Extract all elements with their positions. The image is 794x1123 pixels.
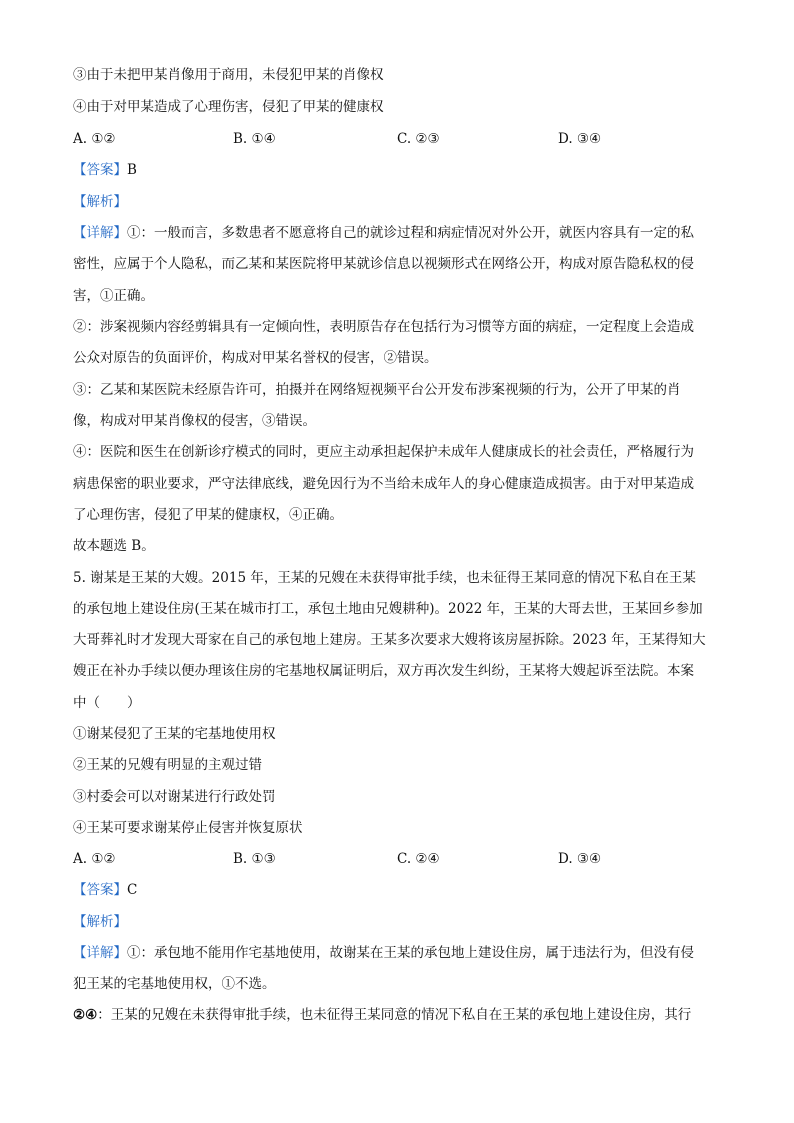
detail-tag: 【详解】 xyxy=(73,225,127,241)
detail-tag: 【详解】 xyxy=(73,945,127,961)
q4-detail-line: 【详解】①：一般而言，多数患者不愿意将自己的就诊过程和病症情况对外公开，就医内容具有一定的私 xyxy=(73,225,694,241)
answer-value: B xyxy=(127,162,137,178)
q5-analysis-tag: 【解析】 xyxy=(73,914,127,930)
q4-detail-line: 了心理伤害，侵犯了甲某的健康权，④正确。 xyxy=(73,507,343,523)
q5-option-d: D. ③④ xyxy=(558,851,602,867)
q5-option-a: A. ①② xyxy=(73,851,116,867)
answer-tag: 【答案】 xyxy=(73,882,127,898)
q5-answer-line xyxy=(73,880,723,900)
q5-stem-line: 中（ ） xyxy=(73,695,141,711)
statement-ref: ②④ xyxy=(73,1007,98,1023)
q4-option-c: C. ②③ xyxy=(397,131,440,147)
q5-statement: ①谢某侵犯了王某的宅基地使用权 xyxy=(73,726,276,742)
q5-statement: ③村委会可以对谢某进行行政处罚 xyxy=(73,789,276,805)
answer-tag: 【答案】 xyxy=(73,162,127,178)
q4-statement-3: ③由于未把甲某肖像用于商用，未侵犯甲某的肖像权 xyxy=(73,67,384,83)
answer-value: C xyxy=(127,882,138,898)
q4-detail-line: ④：医院和医生在创新诊疗模式的同时，更应主动承担起保护未成年人健康成长的社会责任，严格履行为 xyxy=(73,444,694,460)
q4-detail-line: ②：涉案视频内容经剪辑具有一定倾向性，表明原告存在包括行为习惯等方面的病症，一定程度上会造成 xyxy=(73,319,694,335)
q5-option-c: C. ②④ xyxy=(397,851,440,867)
q5-stem-line: 5. 谢某是王某的大嫂。2015 年，王某的兄嫂在未获得审批手续，也未征得王某同意的情况下私自在王某 xyxy=(73,570,696,586)
q5-stem-line: 的承包地上建设住房(王某在城市打工，承包土地由兄嫂耕种)。2022 年，王某的大哥去世，王某回乡参加 xyxy=(73,601,703,617)
q4-option-b: B. ①④ xyxy=(233,131,276,147)
q4-detail-line: 公众对原告的负面评价，构成对甲某名誉权的侵害，②错误。 xyxy=(73,350,438,366)
q5-statement: ④王某可要求谢某停止侵害并恢复原状 xyxy=(73,820,303,836)
q5-option-b: B. ①③ xyxy=(233,851,276,867)
q5-stem-line: 大哥葬礼时才发现大哥家在自己的承包地上建房。王某多次要求大嫂将该房屋拆除。2023 年，王某得知大 xyxy=(73,632,706,648)
q5-stem-line: 嫂正在补办手续以便办理该住房的宅基地权属证明后，双方再次发生纠纷，王某将大嫂起诉至法院。本案 xyxy=(73,663,694,679)
q4-statement-4: ④由于对甲某造成了心理伤害，侵犯了甲某的健康权 xyxy=(73,99,384,115)
q4-answer-line xyxy=(73,160,723,180)
q4-detail-line: 像，构成对甲某肖像权的侵害，③错误。 xyxy=(73,413,316,429)
q5-statement: ②王某的兄嫂有明显的主观过错 xyxy=(73,757,262,773)
q5-detail-line: ②④：王某的兄嫂在未获得审批手续，也未征得王某同意的情况下私自在王某的承包地上建设住房，其行 xyxy=(73,1007,692,1023)
q4-detail-line: ③：乙某和某医院未经原告许可，拍摄并在网络短视频平台公开发布涉案视频的行为，公开了甲某的肖 xyxy=(73,382,681,398)
q4-option-d: D. ③④ xyxy=(558,131,602,147)
q4-conclusion: 故本题选 B。 xyxy=(73,538,155,554)
q5-detail-line: 犯王某的宅基地使用权，①不选。 xyxy=(73,976,276,992)
q4-analysis-tag: 【解析】 xyxy=(73,194,127,210)
q4-detail-line: 害，①正确。 xyxy=(73,288,154,304)
q4-detail-line: 病患保密的职业要求，严守法律底线，避免因行为不当给未成年人的身心健康造成损害。由于对甲某造成 xyxy=(73,476,694,492)
q5-detail-line: 【详解】①：承包地不能用作宅基地使用，故谢某在王某的承包地上建设住房，属于违法行为，但没有侵 xyxy=(73,945,694,961)
q4-detail-line: 密性，应属于个人隐私，而乙某和某医院将甲某就诊信息以视频形式在网络公开，构成对原告隐私权的侵 xyxy=(73,256,694,272)
q4-option-a: A. ①② xyxy=(73,131,116,147)
